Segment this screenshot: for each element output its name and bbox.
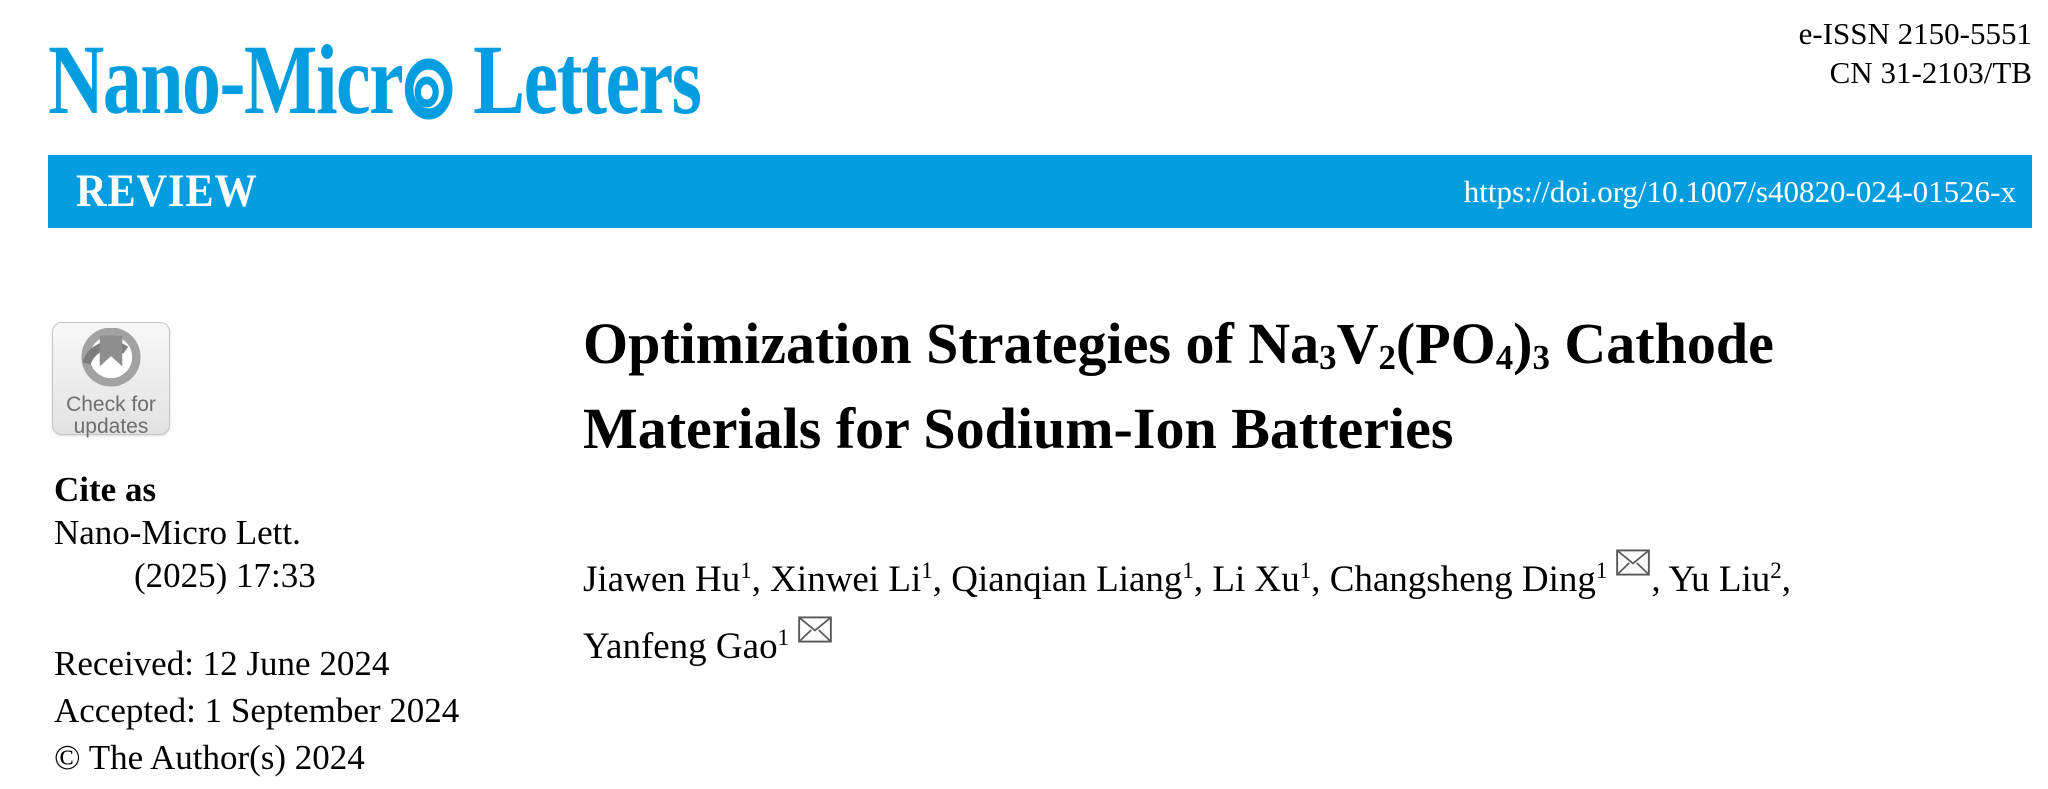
title-subscript: 4 <box>1495 338 1514 378</box>
author-name: Xinwei Li <box>770 559 922 600</box>
eissn-text: e-ISSN 2150-5551 <box>1798 16 2032 51</box>
author-name: Qianqian Liang <box>951 559 1183 600</box>
dates-block <box>54 640 459 781</box>
article-title <box>583 305 2003 467</box>
title-text: Cathode <box>1549 311 1774 376</box>
author-separator: , <box>751 559 771 600</box>
article-type-label: REVIEW <box>76 165 258 217</box>
author-name: Jiawen Hu <box>583 559 741 600</box>
journal-logo-prefix: Nano-Micr <box>48 24 403 135</box>
title-subscript: 2 <box>1378 338 1396 378</box>
author-separator: , <box>1311 559 1330 600</box>
author-name: Li Xu <box>1212 559 1300 600</box>
crossmark-bookmark-icon <box>79 323 143 393</box>
issn-block <box>1799 14 2032 92</box>
author-separator: , <box>932 559 952 600</box>
cite-volume: (2025) 17:33 <box>134 556 316 595</box>
title-subscript: 3 <box>1319 338 1337 378</box>
corresponding-author-email-icon[interactable] <box>1616 533 1650 596</box>
journal-logo-suffix: Letters <box>455 24 701 135</box>
author-separator: , <box>1651 559 1669 600</box>
author-name: Changsheng Ding <box>1329 559 1596 600</box>
title-text: V <box>1336 311 1379 376</box>
author-affiliation-superscript: 1 <box>1182 558 1194 584</box>
author-affiliation-superscript: 1 <box>1299 558 1312 584</box>
corresponding-author-email-icon[interactable] <box>798 600 832 663</box>
title-text: Materials for Sodium-Ion Batteries <box>583 396 1454 461</box>
title-text: (PO <box>1395 311 1496 376</box>
author-separator: , <box>1193 559 1213 600</box>
author-separator: , <box>1781 559 1791 600</box>
copyright-line: © The Author(s) 2024 <box>54 738 365 777</box>
cite-as-heading: Cite as <box>54 470 157 509</box>
cite-journal: Nano-Micro Lett. <box>54 513 301 552</box>
author-affiliation-superscript: 1 <box>777 625 790 651</box>
cn-number-text: CN 31-2103/TB <box>1829 55 2032 90</box>
doi-link[interactable]: https://doi.org/10.1007/s40820-024-01526-x <box>1463 174 2016 209</box>
accepted-date: Accepted: 1 September 2024 <box>54 691 460 730</box>
author-affiliation-superscript: 1 <box>1595 558 1608 584</box>
author-list <box>583 548 2003 682</box>
cite-block <box>54 468 316 597</box>
title-subscript: 3 <box>1532 338 1550 378</box>
article-type-banner <box>48 155 2032 228</box>
title-text: ) <box>1513 311 1533 376</box>
journal-logo <box>48 24 884 139</box>
author-affiliation-superscript: 1 <box>921 558 933 584</box>
author-name: Yanfeng Gao <box>583 626 778 667</box>
check-updates-line2: updates <box>73 415 149 438</box>
check-for-updates-badge[interactable] <box>52 322 170 438</box>
swirl-o-icon <box>404 39 454 139</box>
title-text: Optimization Strategies of Na <box>583 311 1320 376</box>
author-name: Yu Liu <box>1668 559 1771 600</box>
received-date: Received: 12 June 2024 <box>54 644 390 683</box>
check-updates-line1: Check for <box>66 393 156 416</box>
author-affiliation-superscript: 2 <box>1770 558 1782 584</box>
author-affiliation-superscript: 1 <box>740 558 752 584</box>
